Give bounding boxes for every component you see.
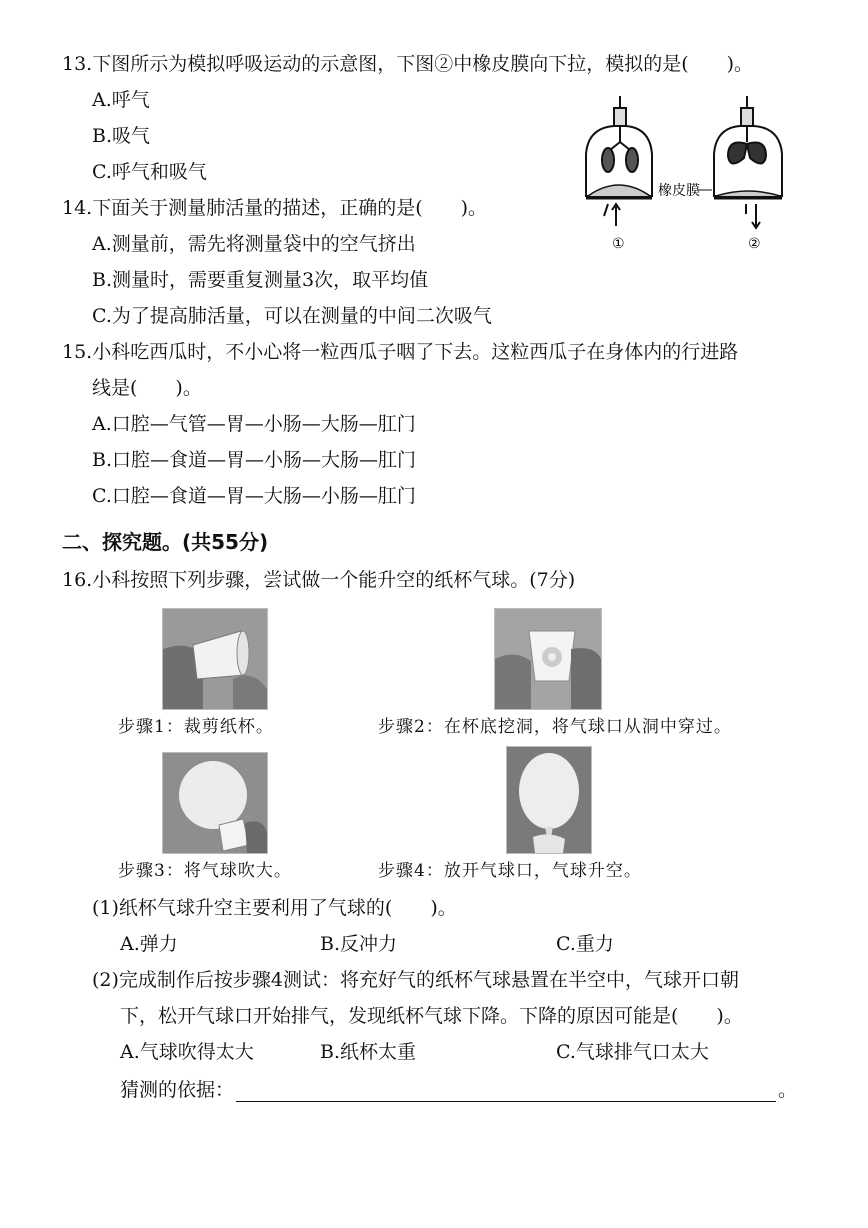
q15-stem-line2: 线是( )。	[92, 377, 202, 399]
q15-option-c: C.口腔—食道—胃—大肠—小肠—肛门	[92, 485, 416, 507]
step-4-photo	[506, 746, 592, 854]
q16-sub1-option-a: A.弹力	[120, 933, 178, 955]
q16-basis-row	[120, 1078, 797, 1102]
jar-1-number: ①	[612, 236, 625, 252]
q13-option-a: A.呼气	[92, 89, 150, 111]
q16-sub2-option-a: A.气球吹得太大	[120, 1041, 254, 1063]
jar-2	[714, 96, 782, 228]
q16-stem: 16.小科按照下列步骤，尝试做一个能升空的纸杯气球。(7分)	[62, 569, 576, 591]
breathing-model-diagram	[578, 86, 798, 256]
step-4-caption: 步骤4：放开气球口，气球升空。	[378, 861, 642, 881]
q16-sub1-option-c: C.重力	[556, 933, 614, 955]
q15-option-b: B.口腔—食道—胃—小肠—大肠—肛门	[92, 449, 417, 471]
q15-option-a: A.口腔—气管—胃—小肠—大肠—肛门	[92, 413, 416, 435]
basis-answer-line[interactable]	[236, 1083, 776, 1102]
q15-stem-line1: 15.小科吃西瓜时，不小心将一粒西瓜子咽了下去。这粒西瓜子在身体内的行进路	[62, 341, 739, 363]
q14-option-a: A.测量前，需先将测量袋中的空气挤出	[92, 233, 416, 255]
q16-sub2-stem-line1: (2)完成制作后按步骤4测试：将充好气的纸杯气球悬置在半空中，气球开口朝	[92, 969, 740, 991]
step-2-caption: 步骤2：在杯底挖洞，将气球口从洞中穿过。	[378, 717, 732, 737]
step-1-photo	[162, 608, 268, 710]
q13-option-c: C.呼气和吸气	[92, 161, 207, 183]
q13-stem: 13.下图所示为模拟呼吸运动的示意图，下图②中橡皮膜向下拉，模拟的是( )。	[62, 53, 754, 75]
q14-option-c: C.为了提高肺活量，可以在测量的中间二次吸气	[92, 305, 492, 327]
membrane-label: 橡皮膜	[658, 183, 700, 199]
q14-stem: 14.下面关于测量肺活量的描述，正确的是( )。	[62, 197, 488, 219]
section-2-heading: 二、探究题。(共55分)	[62, 530, 269, 554]
q16-sub2-stem-line2: 下，松开气球口开始排气，发现纸杯气球下降。下降的原因可能是( )。	[120, 1005, 743, 1027]
step-3-caption: 步骤3：将气球吹大。	[118, 861, 292, 881]
step-3-photo	[162, 752, 268, 854]
q16-sub2-option-b: B.纸杯太重	[320, 1041, 417, 1063]
q16-sub2-option-c: C.气球排气口太大	[556, 1041, 709, 1063]
q14-option-b: B.测量时，需要重复测量3次，取平均值	[92, 269, 429, 291]
step-1-caption: 步骤1：裁剪纸杯。	[118, 717, 274, 737]
step-2-photo	[494, 608, 602, 710]
jar-2-number: ②	[748, 236, 761, 252]
q13-option-b: B.吸气	[92, 125, 151, 147]
jar-1	[586, 96, 652, 226]
basis-label: 猜测的依据：	[120, 1079, 235, 1101]
basis-end-mark: 。	[778, 1079, 798, 1101]
q16-sub1-option-b: B.反冲力	[320, 933, 398, 955]
q16-sub1-stem: (1)纸杯气球升空主要利用了气球的( )。	[92, 897, 457, 919]
